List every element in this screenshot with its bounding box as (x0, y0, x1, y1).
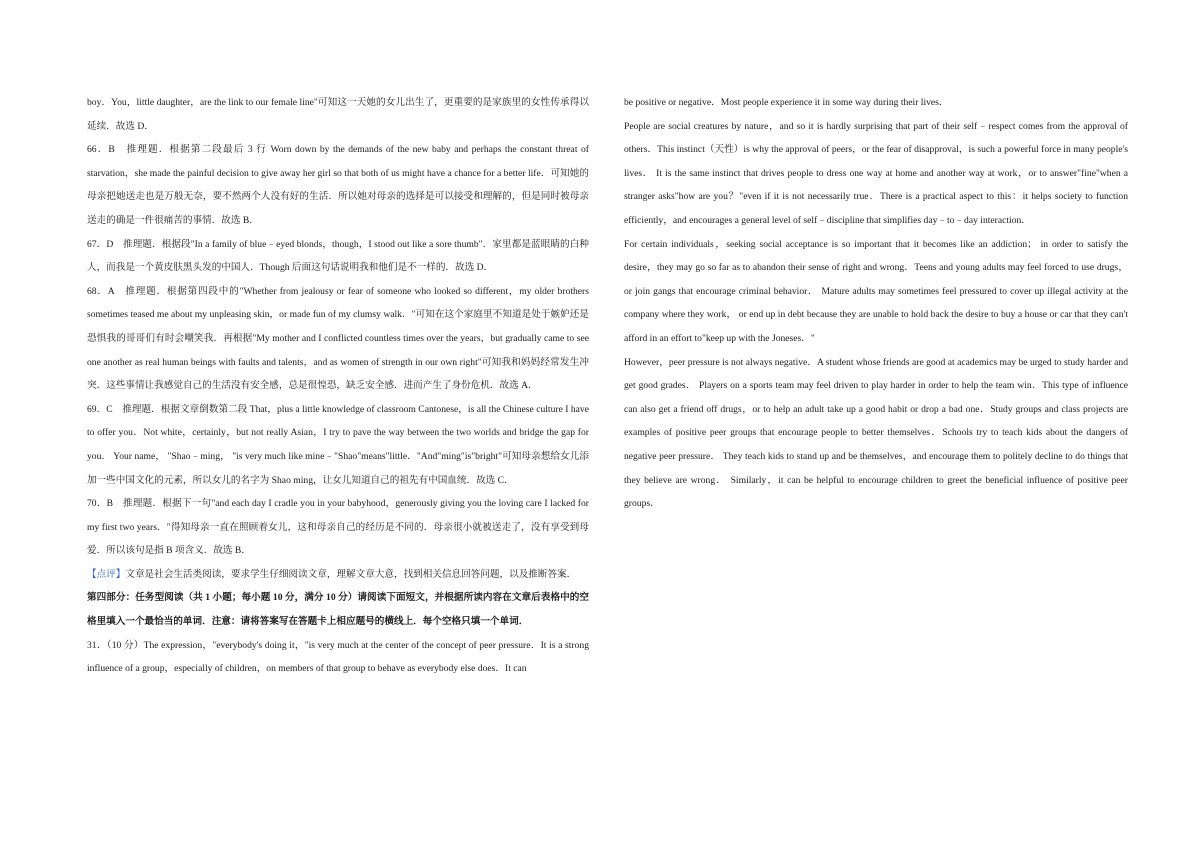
comment-paragraph (87, 563, 589, 587)
answer-70-explanation: 70．B 推理题．根据下一句"and each day I cradle you in your babyhood，generously giving you the loving care I lacked for my first two years．"得知母亲一直在照顾着女儿，这和母亲自己的经历是不同的．母亲很小就被送走了，没有享受到母爱．所以该句是指 B 项含义．故选 B． (87, 498, 589, 557)
passage-paragraph-4: However，peer pressure is not always negative．A student whose friends are good at academics may be urged to study harder and get good grades． Players on a sports team may feel driven to play harder in order to help the team win．This type of influence can also get a friend off drugs，or to help an adult take up a good habit or drop a bad one．Study groups and class projects are examples of positive peer groups that encourage people to better themselves．Schools try to teach kids about the dangers of negative peer pressure． They teach kids to stand up and be themselves，and encourage them to politely decline to do things that they believe are wrong． Similarly，it can be helpful to encourage children to greet the beneficial influence of positive peer groups． (624, 356, 1128, 510)
answer-67-explanation: 67．D 推理题．根据段"In a family of blue﹣eyed blonds，though，I stood out like a sore thumb"．家里都是蓝眼睛的白种人，而我是一个黄皮肤黑头发的中国人．Though 后面这句话说明我和他们是不一样的．故选 D． (87, 238, 589, 274)
answer-69-explanation: 69．C 推理题．根据文章倒数第二段 That，plus a little knowledge of classroom Cantonese，is all the Chinese culture I have to offer you．Not white，certainly，but not really Asian，I try to pave the way between the two worlds and bridge the gap for you． Your name， "Shao﹣ming， "is very much like mine﹣"Shao"means"little．"And"ming"is"bright"可知母亲想给女儿添加一些中国文化的元素，所以女儿的名字为 Shao ming，让女儿知道自己的祖先有中国血统．故选 C． (87, 403, 589, 486)
right-column (624, 91, 1128, 516)
question-31-text: 31．（10 分）The expression，"everybody's doing it，"is very much at the center of the concept of peer pressure．It is a strong influence of a group，especially of children，on members of that group to behave as everybody else does．It can (87, 639, 589, 675)
passage-paragraph-3: For certain individuals，seeking social acceptance is so important that it becomes like an addiction； in order to satisfy the desire，they may go so far as to abandon their sense of right and wrong．Teens and young adults may feel forced to use drugs，or join gangs that encourage criminal behavior． Mature adults may sometimes feel pressured to cover up illegal activity at the company where they work， or end up in debt because they are unable to hold back the desire to buy a house or car that they can't afford in an effort to"keep up with the Joneses．" (624, 238, 1128, 344)
passage-paragraph-1-end: be positive or negative．Most people experience it in some way during their lives． (624, 97, 949, 108)
answer-66-explanation: 66．B 推理题．根据第二段最后 3 行 Worn down by the demands of the new baby and perhaps the constant threat of starvation，she made the painful decision to give away her girl so that both of us might have a chance for a better life．可知她的母亲把她送走也是万般无奈，要不然两个人没有好的生活．所以她对母亲的选择是可以接受和理解的，但是同时被母亲送走的确是一件很痛苦的事情．故选 B． (87, 144, 589, 226)
section-four-heading: 第四部分：任务型阅读（共 1 小题；每小题 10 分，满分 10 分）请阅读下面短文，并根据所读内容在文章后表格中的空格里填入一个最恰当的单词．注意：请将答案写在答题卡上相应题号的横线上．每个空格只填一个单词． (87, 592, 589, 628)
comment-tag: 【点评】 (87, 568, 126, 580)
left-column (87, 91, 589, 681)
answer-65-explanation-end: boy．You，little daughter，are the link to our female line"可知这一天她的女儿出生了，更重要的是家族里的女性传承得以延续．故选 D． (87, 97, 589, 132)
comment-text: 文章是社会生活类阅读，要求学生仔细阅读文章，理解文章大意，找到相关信息回答问题，以及推断答案． (125, 568, 577, 580)
passage-paragraph-2: People are social creatures by nature，and so it is hardly surprising that part of their self﹣respect comes from the approval of others．This instinct（天性）is why the approval of peers，or the fear of disapproval，is such a powerful force in many people's lives． It is the same instinct that drives people to dress one way at home and another way at work，or to answer"fine"when a stranger asks"how are you？"even if it is not necessarily true．There is a practical aspect to this：it helps society to function efficiently，and encourages a general level of self﹣discipline that simplifies day﹣to﹣day interaction． (624, 120, 1128, 226)
answer-68-explanation: 68．A 推理题．根据第四段中的"Whether from jealousy or fear of someone who looked so different，my older brothers sometimes teased me about my unpleasing skin，or made fun of my clumsy walk．"可知在这个家庭里不知道是处于嫉妒还是恐惧我的哥哥们有时会嘲笑我．再根据"My mother and I conflicted countless times over the years，but gradually came to see one another as real human beings with faults and talents，and as women of strength in our own right"可知我和妈妈经常发生冲突．这些事情让我感觉自己的生活没有安全感，总是很惶恐，缺乏安全感．进而产生了身份危机．故选 A． (87, 285, 589, 392)
